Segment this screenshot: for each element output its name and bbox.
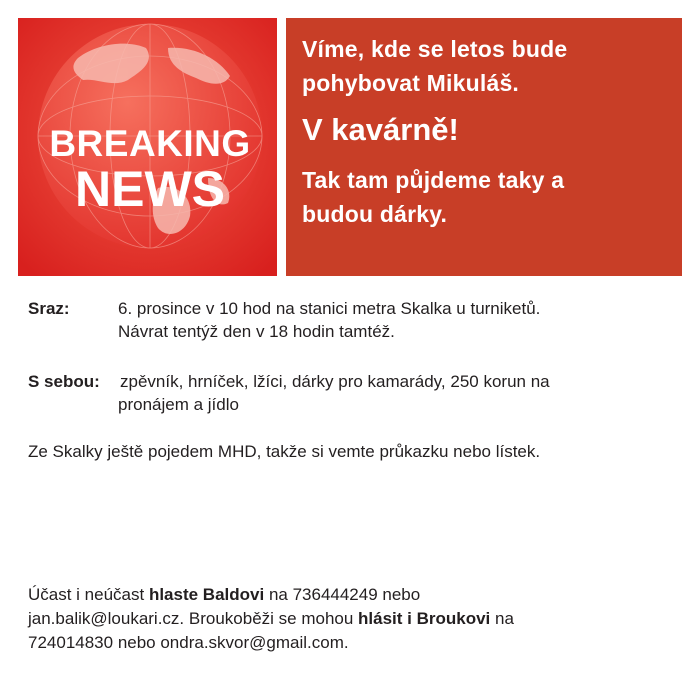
sraz-line-2: Návrat tentýž den v 18 hodin tamtéž. — [118, 322, 395, 341]
headline-panel — [286, 18, 682, 276]
contact-line-3: 724014830 nebo ondra.skvor@gmail.com. — [28, 633, 349, 652]
breaking-news-logo — [18, 18, 277, 276]
sraz-label: Sraz: — [28, 299, 70, 318]
logo-news: NEWS — [75, 161, 225, 217]
contact-bold-broukovi: hlásit i Broukovi — [358, 609, 491, 628]
logo-breaking: BREAKING — [49, 123, 251, 164]
contact-text: jan.balik@loukari.cz. Broukoběži se mohou — [28, 609, 359, 628]
headline-v-kavarne: V kavárně! — [302, 112, 459, 147]
globe-graphic — [18, 18, 277, 276]
contact-bold-baldovi: hlaste Baldovi — [148, 585, 265, 604]
contact-text: na 736444249 nebo — [264, 585, 421, 604]
headline-line-3a: Tak tam půjdeme taky a — [302, 167, 565, 193]
sebou-line-2: pronájem a jídlo — [118, 395, 239, 414]
headline-line-3b: budou dárky. — [302, 201, 448, 227]
sebou-line-1: zpěvník, hrníček, lžíci, dárky pro kamarády, 250 korun na — [120, 372, 550, 391]
contact-line-1 — [28, 583, 678, 607]
contact-text: na — [490, 609, 514, 628]
headline-line-1b: pohybovat Mikuláš. — [302, 70, 520, 96]
contact-text: Účast i neúčast — [28, 585, 149, 604]
headline-line-1a: Víme, kde se letos bude — [302, 36, 568, 62]
sebou-label: S sebou: — [28, 372, 100, 391]
contact-line-2 — [28, 607, 678, 631]
transit-note: Ze Skalky ještě pojedem MHD, takže si vemte průkazku nebo lístek. — [28, 442, 541, 461]
sraz-line-1: 6. prosince v 10 hod na stanici metra Skalka u turniketů. — [118, 299, 541, 318]
contact-info — [28, 583, 678, 655]
